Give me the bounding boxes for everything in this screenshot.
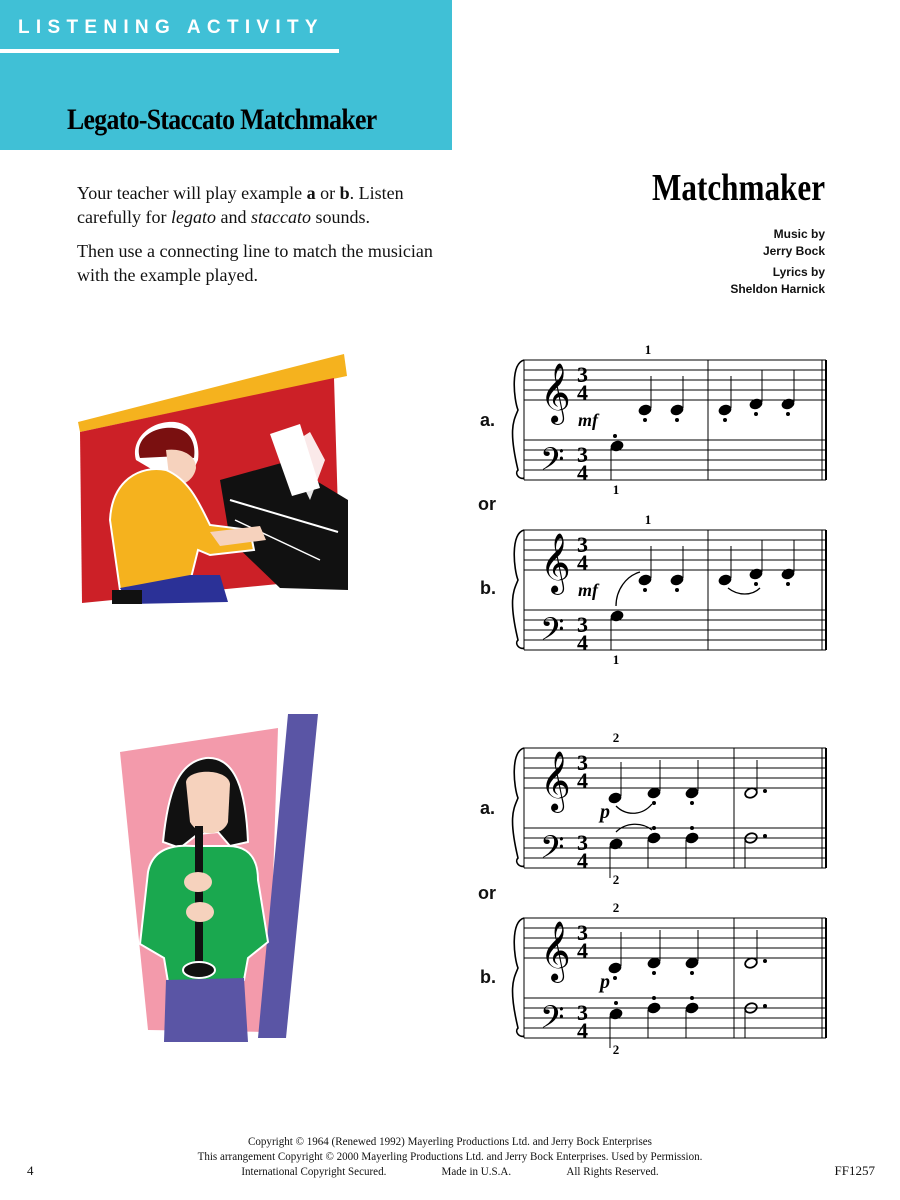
svg-text:3: 3 xyxy=(577,362,588,387)
svg-text:mf: mf xyxy=(578,410,598,430)
svg-text:p: p xyxy=(600,971,610,993)
svg-text:𝄞: 𝄞 xyxy=(540,921,571,981)
text: Your teacher will play example xyxy=(77,183,307,203)
instruction-paragraph-2: Then use a connecting line to match the musician with the example played. xyxy=(77,241,433,285)
svg-text:3: 3 xyxy=(577,920,588,945)
section-label: LISTENING ACTIVITY xyxy=(18,17,324,38)
music-label: Music by xyxy=(773,227,825,241)
or-label-1: or xyxy=(478,494,496,514)
staff-system-2b[interactable] xyxy=(470,898,840,1068)
svg-text:1: 1 xyxy=(644,342,652,357)
svg-text:𝄢: 𝄢 xyxy=(540,829,565,873)
svg-text:4: 4 xyxy=(577,1018,588,1043)
example-2a-label[interactable]: a. xyxy=(480,798,496,818)
svg-text:3: 3 xyxy=(577,1000,588,1025)
composer: Jerry Bock xyxy=(762,244,825,258)
svg-text:3: 3 xyxy=(577,612,588,637)
instruction-paragraph-1 xyxy=(77,181,437,229)
svg-text:𝄢: 𝄢 xyxy=(540,441,565,485)
svg-text:3: 3 xyxy=(577,532,588,557)
song-title: Matchmaker xyxy=(651,167,825,209)
copyright-line-1: Copyright © 1964 (Renewed 1992) Mayerling Productions Ltd. and Jerry Bock Enterprises xyxy=(248,1134,652,1148)
example-a-ref: a xyxy=(306,183,316,203)
activity-title: Legato-Staccato Matchmaker xyxy=(67,103,377,136)
catalog-code: FF1257 xyxy=(834,1163,875,1178)
svg-text:1: 1 xyxy=(612,652,620,667)
text: sounds. xyxy=(310,207,370,227)
or-label-2: or xyxy=(478,883,496,903)
text: or xyxy=(315,183,340,203)
svg-text:4: 4 xyxy=(577,768,588,793)
svg-text:1: 1 xyxy=(612,482,620,497)
lyricist: Sheldon Harnick xyxy=(730,282,825,296)
staff-system-1b[interactable] xyxy=(470,510,840,680)
header-banner xyxy=(0,0,452,150)
rights-reserved: All Rights Reserved. xyxy=(566,1164,659,1178)
svg-text:𝄞: 𝄞 xyxy=(540,363,571,423)
svg-text:𝄢: 𝄢 xyxy=(540,999,565,1043)
example-2b-label[interactable]: b. xyxy=(480,967,496,987)
svg-text:4: 4 xyxy=(577,848,588,873)
example-1a-label[interactable]: a. xyxy=(480,410,496,430)
svg-text:2: 2 xyxy=(612,900,620,915)
svg-text:𝄢: 𝄢 xyxy=(540,611,565,655)
section-rule xyxy=(0,49,339,53)
staff-system-1a[interactable] xyxy=(470,340,840,510)
copyright-secured: International Copyright Secured. xyxy=(241,1164,387,1178)
pianist-illustration[interactable] xyxy=(70,350,350,610)
svg-text:1: 1 xyxy=(644,512,652,527)
svg-text:4: 4 xyxy=(577,460,588,485)
lyrics-label: Lyrics by xyxy=(772,265,825,279)
svg-text:3: 3 xyxy=(577,442,588,467)
svg-text:p: p xyxy=(600,801,610,823)
instructions xyxy=(77,181,437,297)
svg-text:4: 4 xyxy=(577,380,588,405)
song-credits xyxy=(730,226,825,298)
copyright-footer xyxy=(36,1134,864,1179)
svg-text:2: 2 xyxy=(612,872,620,887)
legato-term: legato xyxy=(170,207,216,227)
svg-text:3: 3 xyxy=(577,830,588,855)
svg-text:mf: mf xyxy=(578,580,598,600)
example-1b-label[interactable]: b. xyxy=(480,578,496,598)
svg-text:4: 4 xyxy=(577,550,588,575)
clarinetist-illustration[interactable] xyxy=(118,712,328,1042)
svg-text:3: 3 xyxy=(577,750,588,775)
example-b-ref: b xyxy=(339,183,350,203)
page-number: 4 xyxy=(27,1163,34,1178)
text: and xyxy=(215,207,251,227)
svg-text:2: 2 xyxy=(612,1042,620,1057)
staccato-term: staccato xyxy=(250,207,311,227)
svg-text:4: 4 xyxy=(577,938,588,963)
staff-system-2a[interactable] xyxy=(470,728,840,898)
svg-text:𝄞: 𝄞 xyxy=(540,751,571,811)
copyright-line-2: This arrangement Copyright © 2000 Mayerling Productions Ltd. and Jerry Bock Enterprises. Used by Permission. xyxy=(197,1149,703,1163)
made-in: Made in U.S.A. xyxy=(441,1164,512,1178)
svg-text:2: 2 xyxy=(612,730,620,745)
svg-text:𝄞: 𝄞 xyxy=(540,533,571,593)
text: . Listen carefully for xyxy=(77,183,404,227)
svg-text:4: 4 xyxy=(577,630,588,655)
